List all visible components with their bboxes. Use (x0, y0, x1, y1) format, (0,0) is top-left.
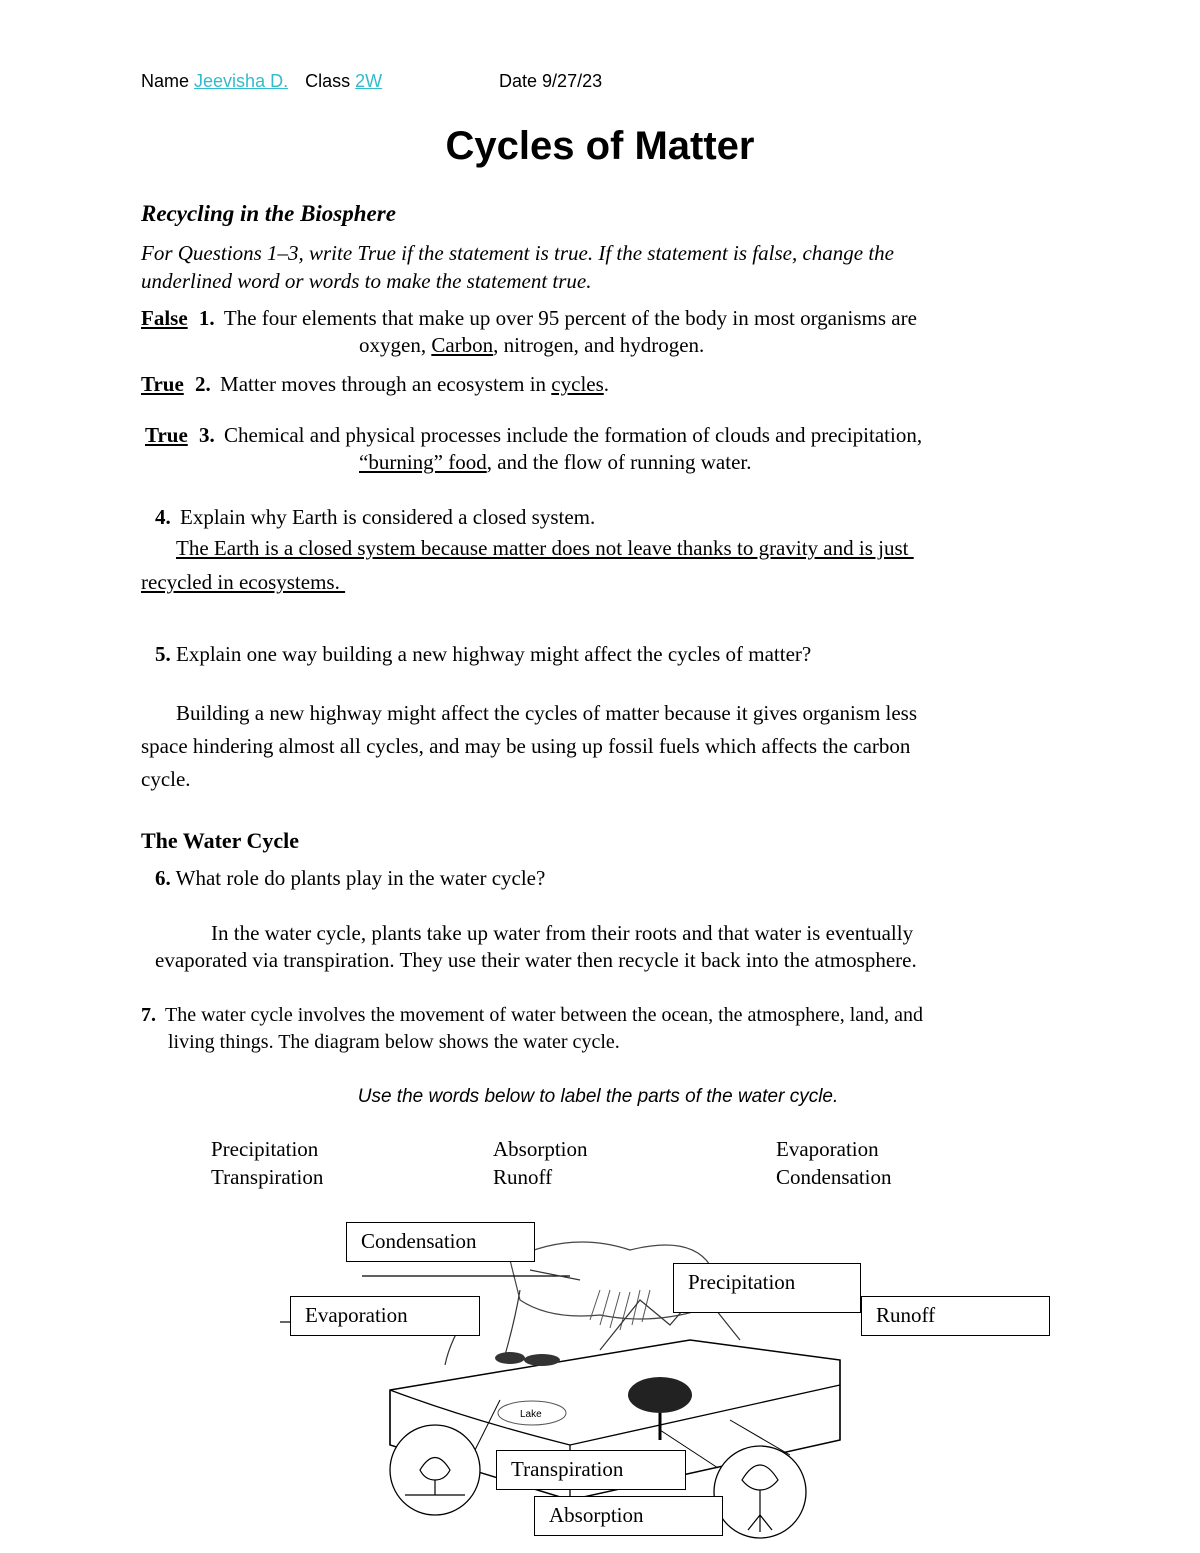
question-1 (141, 305, 917, 332)
page-title: Cycles of Matter (445, 124, 755, 168)
word-bank-item: Transpiration (211, 1165, 324, 1189)
lake-label: Lake (520, 1409, 542, 1420)
q3-line2-post: , and the flow of running water. (486, 450, 752, 474)
q7-line1: The water cycle involves the movement of water between the ocean, the atmosphere, land, and (165, 1004, 924, 1026)
word-bank-instruction: Use the words below to label the parts of the water cycle. (357, 1086, 839, 1107)
q2-underlined-word: cycles (551, 372, 604, 396)
q1-line2 (359, 332, 704, 359)
label-precipitation[interactable]: Precipitation (673, 1263, 861, 1313)
q5-answer-line2[interactable]: space hindering almost all cycles, and may be using up fossil fuels which affects the carbon (141, 734, 911, 758)
q5-number: 5. (155, 642, 171, 666)
shrub (524, 1354, 560, 1366)
q1-underlined-word: Carbon (431, 333, 494, 357)
q1-line1: The four elements that make up over 95 percent of the body in most organisms are (223, 306, 917, 330)
q6-answer-line1[interactable]: In the water cycle, plants take up water from their roots and that water is eventually (211, 921, 914, 945)
q5-answer-line1[interactable]: Building a new highway might affect the cycles of matter because it gives organism less (176, 701, 918, 725)
word-bank-item: Runoff (493, 1165, 553, 1189)
header-line (141, 71, 382, 92)
question-4 (155, 504, 595, 531)
q4-answer-line1[interactable]: The Earth is a closed system because matter does not leave thanks to gravity and is just (176, 536, 914, 560)
class-label: Class (305, 71, 351, 91)
q6-number: 6. (155, 866, 171, 890)
q4-question: Explain why Earth is considered a closed system. (180, 505, 596, 529)
label-runoff[interactable]: Runoff (861, 1296, 1050, 1336)
word-bank-item: Condensation (776, 1165, 892, 1189)
q5-question: Explain one way building a new highway might affect the cycles of matter? (176, 642, 812, 666)
q6-question: What role do plants play in the water cycle? (175, 866, 546, 890)
q2-number: 2. (195, 372, 211, 396)
question-7 (141, 1002, 923, 1029)
q7-line2: living things. The diagram below shows the water cycle. (168, 1031, 620, 1053)
section-heading-biosphere: Recycling in the Biosphere (141, 201, 396, 226)
question-5 (155, 641, 811, 668)
q4-number: 4. (155, 505, 171, 529)
instructions-line-2: underlined word or words to make the statement true. (141, 269, 592, 293)
question-2 (141, 371, 609, 398)
name-value[interactable]: Jeevisha D. (194, 71, 289, 91)
label-condensation[interactable]: Condensation (346, 1222, 535, 1262)
name-label: Name (141, 71, 190, 91)
q3-number: 3. (199, 423, 215, 447)
class-value[interactable]: 2W (355, 71, 383, 91)
q3-underlined-words: “burning” food (359, 450, 487, 474)
q2-text-post: . (603, 372, 610, 396)
q1-line2-post: , nitrogen, and hydrogen. (493, 333, 705, 357)
q5-answer-line3[interactable]: cycle. (141, 767, 191, 791)
question-6 (155, 865, 545, 892)
instructions-line-1: For Questions 1–3, write True if the statement is true. If the statement is false, change the (141, 241, 895, 265)
word-bank-item: Absorption (493, 1137, 588, 1161)
section-heading-water-cycle: The Water Cycle (141, 828, 300, 853)
word-bank-item: Evaporation (776, 1137, 879, 1161)
q3-answer[interactable]: True (145, 423, 188, 447)
date-label: Date (499, 71, 538, 91)
root-detail-circle-left (390, 1425, 480, 1515)
q4-answer-line2[interactable]: recycled in ecosystems. (141, 570, 346, 594)
q3-line1: Chemical and physical processes include the formation of clouds and precipitation, (224, 423, 923, 447)
q7-number: 7. (141, 1004, 156, 1026)
date-field (499, 71, 602, 92)
label-absorption[interactable]: Absorption (534, 1496, 723, 1536)
label-transpiration[interactable]: Transpiration (496, 1450, 686, 1490)
q1-number: 1. (198, 306, 215, 330)
q2-answer[interactable]: True (141, 372, 184, 396)
shrub (495, 1352, 525, 1364)
tree-cluster (628, 1377, 692, 1413)
date-value: 9/27/23 (542, 71, 603, 91)
label-evaporation[interactable]: Evaporation (290, 1296, 480, 1336)
q2-text-pre: Matter moves through an ecosystem in (220, 372, 552, 396)
q3-line2 (359, 449, 752, 476)
question-3 (145, 422, 922, 449)
rain-illustration (590, 1290, 650, 1330)
word-bank-item: Precipitation (211, 1137, 319, 1161)
q1-answer[interactable]: False (141, 306, 188, 330)
q1-line2-pre: oxygen, (359, 333, 432, 357)
q6-answer-line2[interactable]: evaporated via transpiration. They use their water then recycle it back into the atmosphere. (155, 948, 917, 972)
